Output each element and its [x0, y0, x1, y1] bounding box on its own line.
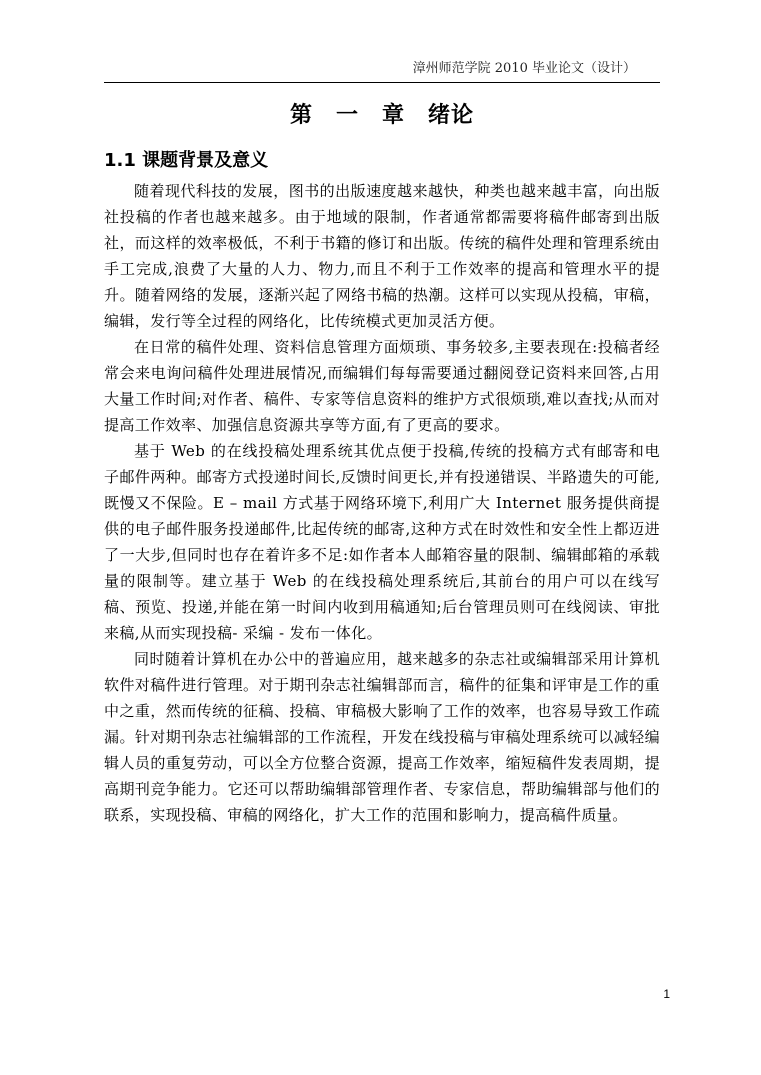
body-text — [104, 178, 660, 828]
section-title: 1.1 课题背景及意义 — [104, 150, 269, 171]
paragraph-3: 基于 Web 的在线投稿处理系统其优点便于投稿,传统的投稿方式有邮寄和电子邮件两种。邮寄方式投递时间长,反馈时间更长,并有投递错误、半路遗失的可能,既慢又不保险。E – mail 方式基于网络环境下,利用广大 Internet 服务提供商提供的电子邮件服务投递邮件,比起传统的邮寄,这种方式在时效性和安全性上都迈进了一大步,但同时也存在着许多不足:如作者本人邮箱容量的限制、编辑邮箱的承载量的限制等。建立基于 Web 的在线投稿处理系统后,其前台的用户可以在线写稿、预览、投递,并能在第一时间内收到用稿通知;后台管理员则可在线阅读、审批来稿,从而实现投稿- 采编 - 发布一体化。 — [104, 442, 660, 642]
paragraph-4: 同时随着计算机在办公中的普遍应用，越来越多的杂志社或编辑部采用计算机软件对稿件进行管理。对于期刊杂志社编辑部而言，稿件的征集和评审是工作的重中之重，然而传统的征稿、投稿、审稿极大影响了工作的效率，也容易导致工作疏漏。针对期刊杂志社编辑部的工作流程，开发在线投稿与审稿处理系统可以减轻编辑人员的重复劳动，可以全方位整合资源，提高工作效率，缩短稿件发表周期，提高期刊竞争能力。它还可以帮助编辑部管理作者、专家信息，帮助编辑部与他们的联系，实现投稿、审稿的网络化，扩大工作的范围和影响力，提高稿件质量。 — [104, 650, 660, 824]
header-rule — [104, 82, 660, 83]
paragraph-2: 在日常的稿件处理、资料信息管理方面烦琐、事务较多,主要表现在:投稿者经常会来电询问稿件处理进展情况,而编辑们每每需要通过翻阅登记资料来回答,占用大量工作时间;对作者、稿件、专家等信息资料的维护方式很烦琐,难以查找;从而对提高工作效率、加强信息资源共享等方面,有了更高的要求。 — [104, 338, 660, 434]
running-header: 漳州师范学院 2010 毕业论文（设计） — [412, 61, 636, 76]
chapter-title: 第 一 章 绪论 — [289, 103, 474, 128]
page-number: 1 — [663, 987, 670, 1001]
paragraph-1: 随着现代科技的发展，图书的出版速度越来越快，种类也越来越丰富，向出版社投稿的作者也越来越多。由于地域的限制，作者通常都需要将稿件邮寄到出版社，而这样的效率极低，不利于书籍的修订和出版。传统的稿件处理和管理系统由手工完成,浪费了大量的人力、物力,而且不利于工作效率的提高和管理水平的提升。随着网络的发展，逐渐兴起了网络书稿的热潮。这样可以实现从投稿，审稿，编辑，发行等全过程的网络化，比传统模式更加灵活方便。 — [104, 182, 660, 330]
